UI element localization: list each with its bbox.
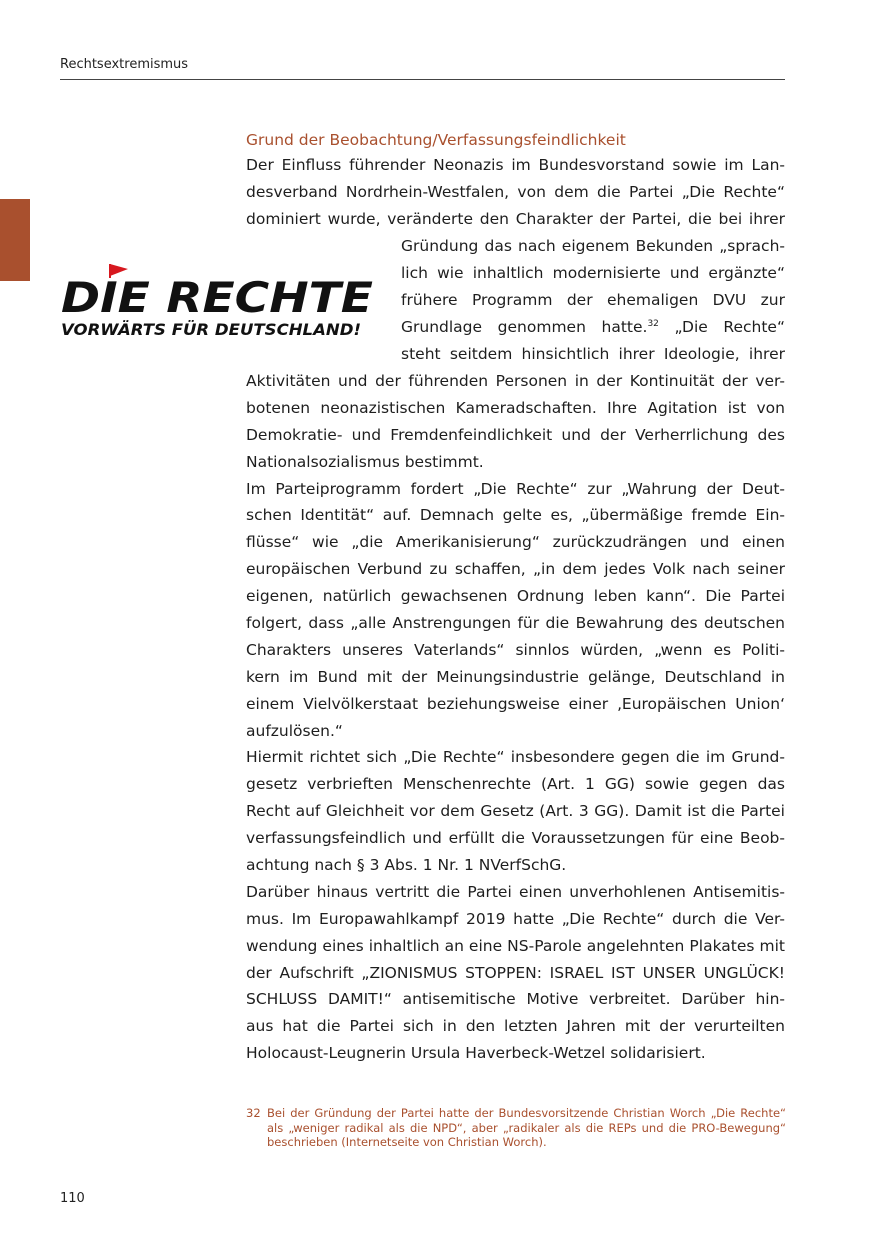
text-line: verfassungsfeindlich und erfüllt die Voraussetzungen für eine Beob-: [246, 829, 785, 848]
chapter-tab-marker: [0, 199, 30, 281]
text-line: achtung nach § 3 Abs. 1 Nr. 1 NVerfSchG.: [246, 856, 567, 875]
text-line: frühere Programm der ehemaligen DVU zur: [401, 290, 785, 309]
section-heading: Grund der Beobachtung/Verfassungsfeindlichkeit: [246, 131, 626, 149]
text-line: einem Vielvölkerstaat beziehungsweise einer ‚Europäischen Union‘: [246, 694, 785, 713]
paragraph-main: [246, 368, 785, 1067]
text-line: gesetz verbrieften Menschenrechte (Art. 1 GG) sowie gegen das: [246, 775, 785, 794]
text-line: Der Einfluss führender Neonazis im Bundesvorstand sowie im Lan-: [246, 156, 785, 174]
text-line: SCHLUSS DAMIT!“ antisemitische Motive verbreitet. Darüber hin-: [246, 990, 785, 1009]
text-line: europäischen Verbund zu schaffen, „in dem jedes Volk nach seiner: [246, 560, 785, 579]
text-fragment: Grundlage genommen hatte.: [401, 317, 648, 336]
footnote-line: beschrieben (Internetseite von Christian Worch).: [267, 1135, 547, 1149]
text-line: dominiert wurde, veränderte den Charakter der Partei, die bei ihrer: [246, 209, 785, 228]
text-line: mus. Im Europawahlkampf 2019 hatte „Die Rechte“ durch die Ver-: [246, 909, 785, 928]
text-fragment: „Die Rechte“: [674, 317, 785, 336]
logo-tagline: VORWÄRTS FÜR DEUTSCHLAND!: [61, 320, 361, 339]
text-line: folgert, dass „alle Anstrengungen für die Bewahrung des deutschen: [246, 614, 785, 633]
text-line: der Aufschrift „ZIONISMUS STOPPEN: ISRAEL IST UNSER UNGLÜCK!: [246, 963, 785, 982]
text-line: Holocaust-Leugnerin Ursula Haverbeck-Wetzel solidarisiert.: [246, 1044, 706, 1063]
footnote-reference[interactable]: 32: [647, 318, 659, 329]
text-line: Im Parteiprogramm fordert „Die Rechte“ zur „Wahrung der Deut-: [246, 479, 785, 498]
text-line: Hiermit richtet sich „Die Rechte“ insbesondere gegen die im Grund-: [246, 748, 785, 767]
logo-main-text: DIE RECHTE: [61, 273, 374, 322]
text-line: Nationalsozialismus bestimmt.: [246, 452, 484, 471]
text-line: Charakters unseres Vaterlands“ sinnlos würden, „wenn es Politi-: [246, 640, 785, 659]
text-line: aufzulösen.“: [246, 721, 343, 740]
page-number: 110: [60, 1191, 85, 1206]
text-line: aus hat die Partei sich in den letzten Jahren mit der verurteilten: [246, 1017, 785, 1036]
text-line: kern im Bund mit der Meinungsindustrie gelänge, Deutschland in: [246, 667, 785, 686]
paragraph-beside-logo: [401, 233, 785, 367]
text-line: wendung eines inhaltlich an eine NS-Parole angelehnten Plakates mit: [246, 936, 785, 955]
die-rechte-logo: [58, 258, 380, 344]
footnote-line: als „weniger radikal als die NPD“, aber „radikaler als die REPs und die PRO-Bewegung“: [267, 1120, 786, 1135]
text-line: desverband Nordrhein-Westfalen, von dem die Partei „Die Rechte“: [246, 182, 785, 201]
text-line: steht seitdem hinsichtlich ihrer Ideologie, ihrer: [401, 344, 785, 363]
paragraph-intro: [246, 152, 785, 233]
text-line: schen Identität“ auf. Demnach gelte es, „übermäßige fremde Ein-: [246, 506, 785, 525]
text-line: botenen neonazistischen Kameradschaften. Ihre Agitation ist von: [246, 398, 785, 417]
text-line-with-footnote: [401, 314, 785, 341]
text-line: Gründung das nach eigenem Bekunden „sprach-: [401, 237, 785, 255]
text-line: Aktivitäten und der führenden Personen in der Kontinuität der ver-: [246, 372, 785, 390]
text-line: Darüber hinaus vertritt die Partei einen unverhohlenen Antisemitis-: [246, 882, 785, 901]
text-line: Recht auf Gleichheit vor dem Gesetz (Art. 3 GG). Damit ist die Partei: [246, 802, 785, 821]
header-rule: [60, 79, 785, 80]
footnote-line: Bei der Gründung der Partei hatte der Bundesvorsitzende Christian Worch „Die Rechte“: [267, 1106, 786, 1120]
running-title: Rechtsextremismus: [60, 57, 189, 72]
text-line: lich wie inhaltlich modernisierte und ergänzte“: [401, 263, 785, 282]
text-line: flüsse“ wie „die Amerikanisierung“ zurückzudrängen und einen: [246, 533, 785, 552]
text-line: eigenen, natürlich gewachsenen Ordnung leben kann“. Die Partei: [246, 587, 785, 606]
text-line: Demokratie- und Fremdenfeindlichkeit und der Verherrlichung des: [246, 425, 785, 444]
footnote-number: 32: [246, 1106, 261, 1120]
